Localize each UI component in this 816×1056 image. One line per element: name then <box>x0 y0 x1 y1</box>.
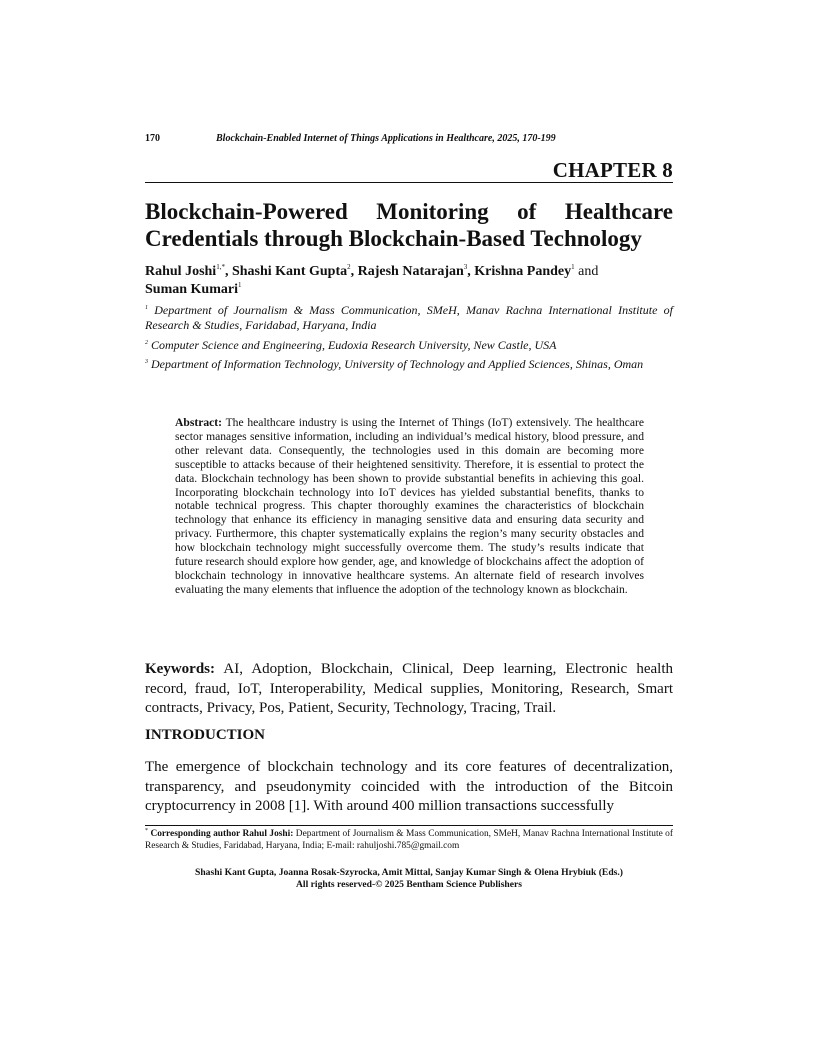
affiliation-text: Department of Information Technology, University of Technology and Applied Sciences, Shinas, Oman <box>151 357 644 371</box>
author-name: Rahul Joshi <box>145 264 217 279</box>
author-separator: , <box>467 264 475 279</box>
author-affiliation-mark: 1 <box>571 263 575 271</box>
footnote-label: Corresponding author Rahul Joshi: <box>150 829 294 839</box>
affiliation-2 <box>145 338 673 353</box>
abstract <box>175 416 644 597</box>
footnote-divider <box>145 825 673 826</box>
footnote-mark: * <box>145 828 148 834</box>
author-affiliation-mark: 1,* <box>216 263 225 271</box>
abstract-text: The healthcare industry is using the Internet of Things (IoT) extensively. The healthcare sector manages sensitive information, including an individual’s medical history, blood pressure, and other relevant data. Consequently, the technologies used in this domain are becoming more susceptible to attacks because of their heightened sensitivity. Therefore, it is essential to protect the data. Blockchain technology has been shown to provide substantial benefits in achieving this goal. Incorporating blockchain technology into IoT devices has yielded substantial benefits, thanks to notable technical progress. This chapter thoroughly examines the characteristics of blockchain technology that enhance its efficiency in managing sensitive data and ensuring data security and privacy. Furthermore, this chapter systematically explains the region’s many security obstacles and how blockchain technology might successfully overcome them. The study’s results indicate that future research should explore how gender, age, and knowledge of blockchains affect the adoption of blockchain technology in innovative healthcare systems. An alternate field of research involves evaluating the many elements that influence the adoption of the technology known as blockchain. <box>175 416 644 596</box>
affiliation-text: Computer Science and Engineering, Eudoxia Research University, New Castle, USA <box>151 338 557 352</box>
author-separator: and <box>574 264 599 279</box>
author-separator: , <box>224 264 232 279</box>
author-separator: , <box>350 264 358 279</box>
footnote-text: Department of Journalism & Mass Communication, SMeH, Manav Rachna International Institute of Research & Studies, Faridabad, Haryana, India; E-mail: rahuljoshi.785@gmail.com <box>145 829 673 851</box>
chapter-divider <box>145 182 673 183</box>
footnote <box>145 828 673 852</box>
chapter-title: Blockchain-Powered Monitoring of Healthcare Credentials through Blockchain-Based Technology <box>145 199 673 251</box>
affiliation-3 <box>145 357 673 372</box>
affiliation-text: Department of Journalism & Mass Communication, SMeH, Manav Rachna International Institute of Research & Studies, Faridabad, Haryana, India <box>145 303 674 332</box>
chapter-label: CHAPTER 8 <box>552 158 673 182</box>
author-affiliation-mark: 1 <box>237 281 242 289</box>
running-title: Blockchain-Enabled Internet of Things Applications in Healthcare, 2025, 170-199 <box>216 133 556 144</box>
affiliation-number: 3 <box>145 359 148 365</box>
author-name: Shashi Kant Gupta <box>231 264 348 279</box>
keywords <box>145 660 673 719</box>
keywords-text: AI, Adoption, Blockchain, Clinical, Deep learning, Electronic health record, fraud, IoT, Interoperability, Medical supplies, Monitoring, Research, Smart contracts, Privacy, Pos, Patient, Security, Technology, Tracing, Trail. <box>145 661 673 716</box>
author-affiliation-mark: 2 <box>347 263 351 271</box>
author-name: Krishna Pandey <box>474 264 572 279</box>
editors-line: Shashi Kant Gupta, Joanna Rosak-Szyrocka, Amit Mittal, Sanjay Kumar Singh & Olena Hrybiuk (Eds.) <box>195 867 623 878</box>
introduction-paragraph: The emergence of blockchain technology and its core features of decentralization, transparency, and pseudonymity coincided with the introduction of the Bitcoin cryptocurrency in 2008 [1]. With around 400 million transactions successfully <box>145 759 673 814</box>
keywords-label: Keywords: <box>145 661 215 677</box>
author-affiliation-mark: 3 <box>463 263 468 271</box>
affiliation-number: 1 <box>145 305 148 311</box>
rights-line: All rights reserved-© 2025 Bentham Science Publishers <box>295 879 523 890</box>
section-heading-introduction: INTRODUCTION <box>145 727 266 743</box>
author-name: Rajesh Natarajan <box>357 264 464 279</box>
affiliation-number: 2 <box>145 340 148 346</box>
publisher-info <box>145 867 673 891</box>
affiliation-1 <box>145 303 673 333</box>
page-number: 170 <box>145 133 160 144</box>
abstract-label: Abstract: <box>175 416 223 429</box>
author-list <box>145 263 673 299</box>
author-name: Suman Kumari <box>145 282 238 297</box>
